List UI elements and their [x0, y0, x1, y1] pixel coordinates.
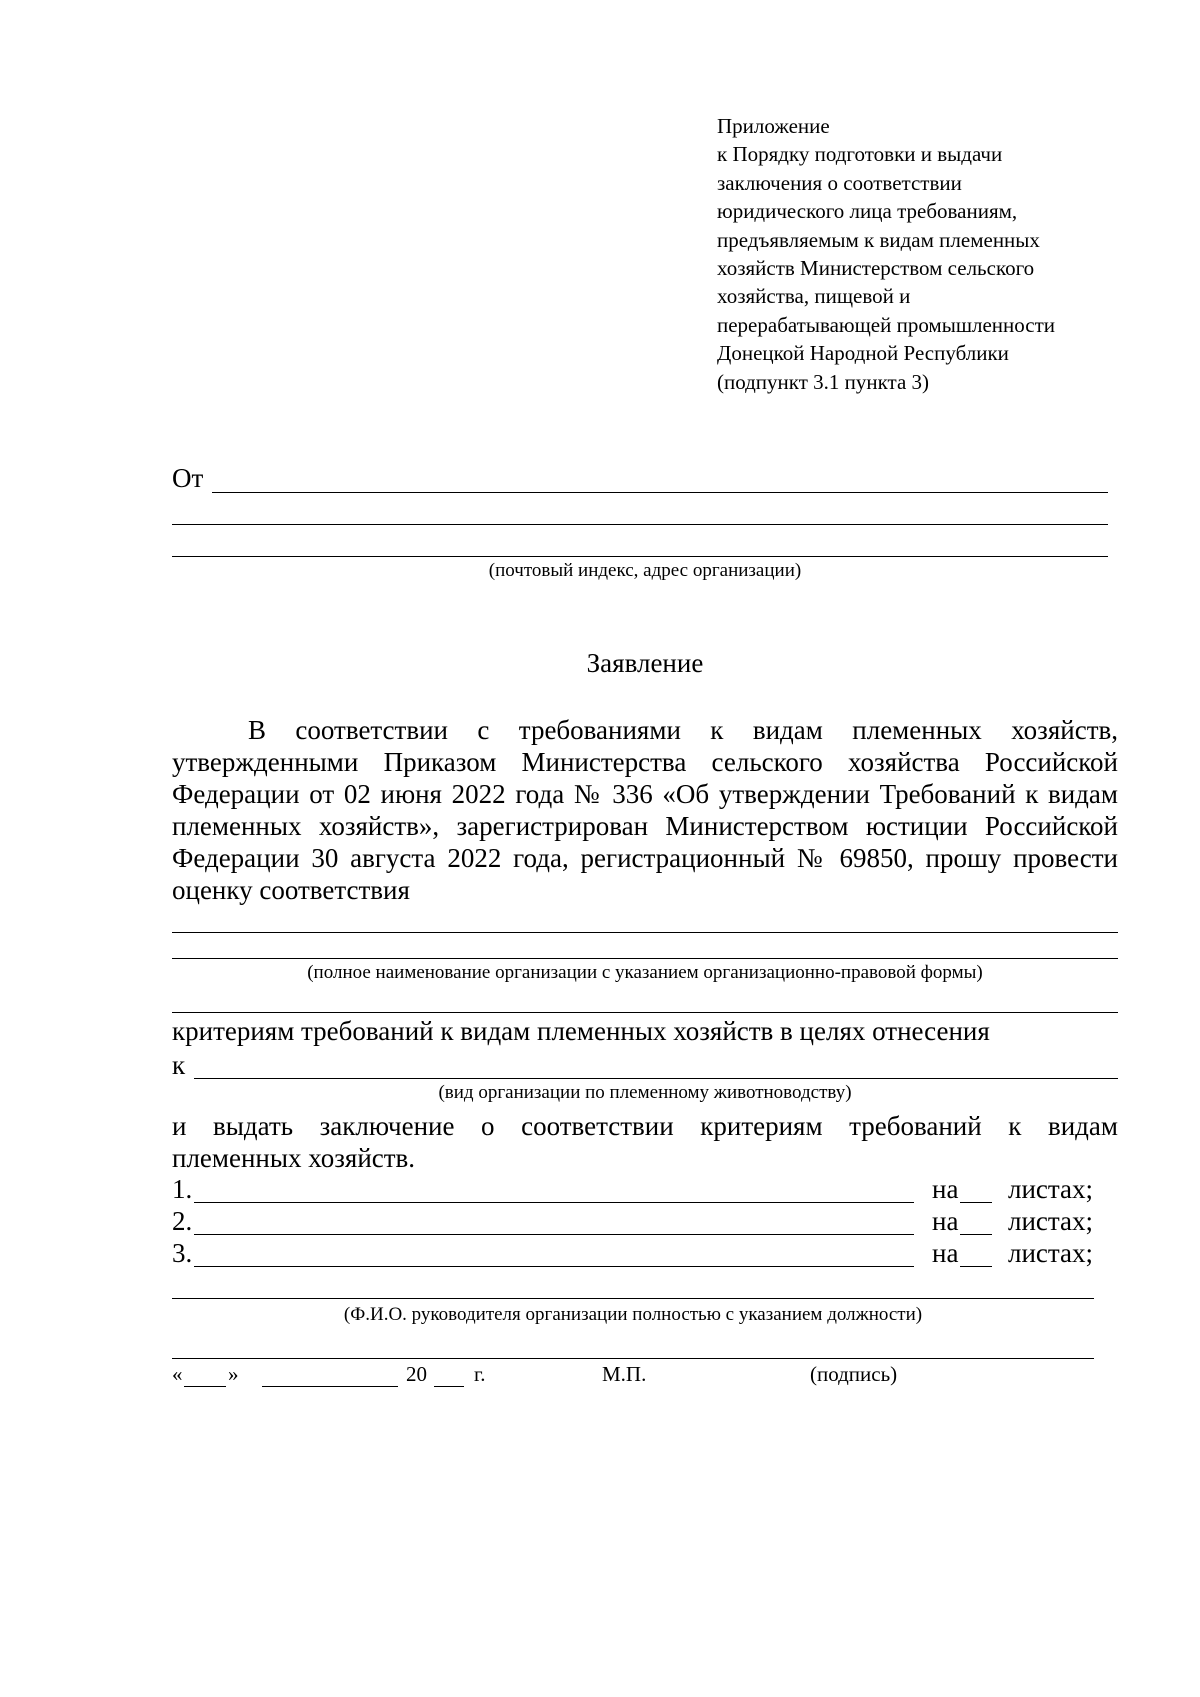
- from-field-line-2[interactable]: [172, 524, 1108, 525]
- attachment-field-line[interactable]: [194, 1202, 914, 1203]
- appendix-line: юридического лица требованиям,: [717, 199, 1018, 224]
- attachment-sheets-count-line[interactable]: [960, 1234, 992, 1235]
- date-month-line[interactable]: [262, 1386, 398, 1387]
- paragraph-line: оценку соответствия: [172, 875, 410, 905]
- issue-line: и выдать заключение о соответствии критериям требований к видам: [172, 1111, 1118, 1141]
- attachment-sheets-count-line[interactable]: [960, 1202, 992, 1203]
- org-caption: (полное наименование организации с указанием организационно-правовой формы): [307, 962, 983, 983]
- date-year-suffix: г.: [474, 1362, 486, 1386]
- signature-label: (подпись): [810, 1362, 898, 1386]
- date-year-line[interactable]: [434, 1386, 464, 1387]
- attachment-sheets: листах;: [1008, 1206, 1094, 1236]
- address-caption: (почтовый индекс, адрес организации): [488, 560, 802, 581]
- criteria-line: критериям требований к видам племенных хозяйств в целях отнесения: [172, 1016, 990, 1046]
- main-paragraph: [172, 714, 1118, 906]
- attachment-sheets: листах;: [1008, 1238, 1094, 1268]
- stamp-label: М.П.: [602, 1362, 647, 1386]
- date-quote-close: »: [228, 1362, 239, 1386]
- paragraph-line: В соответствии с требованиями к видам племенных хозяйств,: [248, 715, 1118, 745]
- attachment-number: 3.: [172, 1238, 193, 1268]
- head-name-field-line-2[interactable]: [172, 1358, 1094, 1359]
- appendix-line: предъявляемым к видам племенных: [717, 227, 1040, 252]
- paragraph-line: племенных хозяйств», зарегистрирован Министерством юстиции Российской: [172, 811, 1118, 841]
- issue-line: племенных хозяйств.: [172, 1143, 416, 1173]
- org-name-line-2[interactable]: [172, 958, 1118, 959]
- appendix-line: хозяйства, пищевой и: [717, 284, 911, 309]
- org-type-caption: (вид организации по племенному животноводству): [438, 1082, 852, 1103]
- attachment-field-line[interactable]: [194, 1266, 914, 1267]
- head-name-field-line[interactable]: [172, 1298, 1094, 1299]
- org-type-field-line[interactable]: [194, 1078, 1118, 1079]
- paragraph-line: Федерации от 02 июня 2022 года № 336 «Об утверждении Требований к видам: [172, 779, 1118, 809]
- attachment-na: на: [932, 1238, 959, 1268]
- attachment-na: на: [932, 1174, 959, 1204]
- from-field-line-3[interactable]: [172, 556, 1108, 557]
- appendix-line: к Порядку подготовки и выдачи: [717, 142, 1003, 167]
- from-field-line-1[interactable]: [212, 492, 1108, 493]
- appendix-line: (подпункт 3.1 пункта 3): [717, 369, 930, 394]
- document-title: Заявление: [586, 648, 704, 678]
- org-name-line-1[interactable]: [172, 932, 1118, 933]
- appendix-line: заключения о соответствии: [717, 170, 962, 195]
- attachment-field-line[interactable]: [194, 1234, 914, 1235]
- attachment-sheets-count-line[interactable]: [960, 1266, 992, 1267]
- appendix-block: [717, 112, 1055, 396]
- org-name-line-3[interactable]: [172, 1012, 1118, 1013]
- from-label: От: [172, 463, 204, 493]
- attachment-number: 1.: [172, 1174, 193, 1204]
- attachment-na: на: [932, 1206, 959, 1236]
- date-day-line[interactable]: [184, 1386, 226, 1387]
- appendix-line: хозяйств Министерством сельского: [717, 256, 1035, 281]
- appendix-line: перерабатывающей промышленности: [717, 312, 1056, 337]
- date-quote-open: «: [172, 1362, 183, 1386]
- date-year-prefix: 20: [406, 1362, 427, 1386]
- k-label: к: [172, 1050, 186, 1080]
- appendix-line: Приложение: [717, 114, 830, 138]
- appendix-line: Донецкой Народной Республики: [717, 341, 1009, 366]
- attachment-sheets: листах;: [1008, 1174, 1094, 1204]
- head-caption: (Ф.И.О. руководителя организации полностью с указанием должности): [343, 1304, 923, 1325]
- paragraph-line: Федерации 30 августа 2022 года, регистрационный № 69850, прошу провести: [172, 843, 1118, 873]
- issue-paragraph: [172, 1110, 1118, 1174]
- paragraph-line: утвержденными Приказом Министерства сельского хозяйства Российской: [172, 747, 1118, 777]
- attachment-number: 2.: [172, 1206, 193, 1236]
